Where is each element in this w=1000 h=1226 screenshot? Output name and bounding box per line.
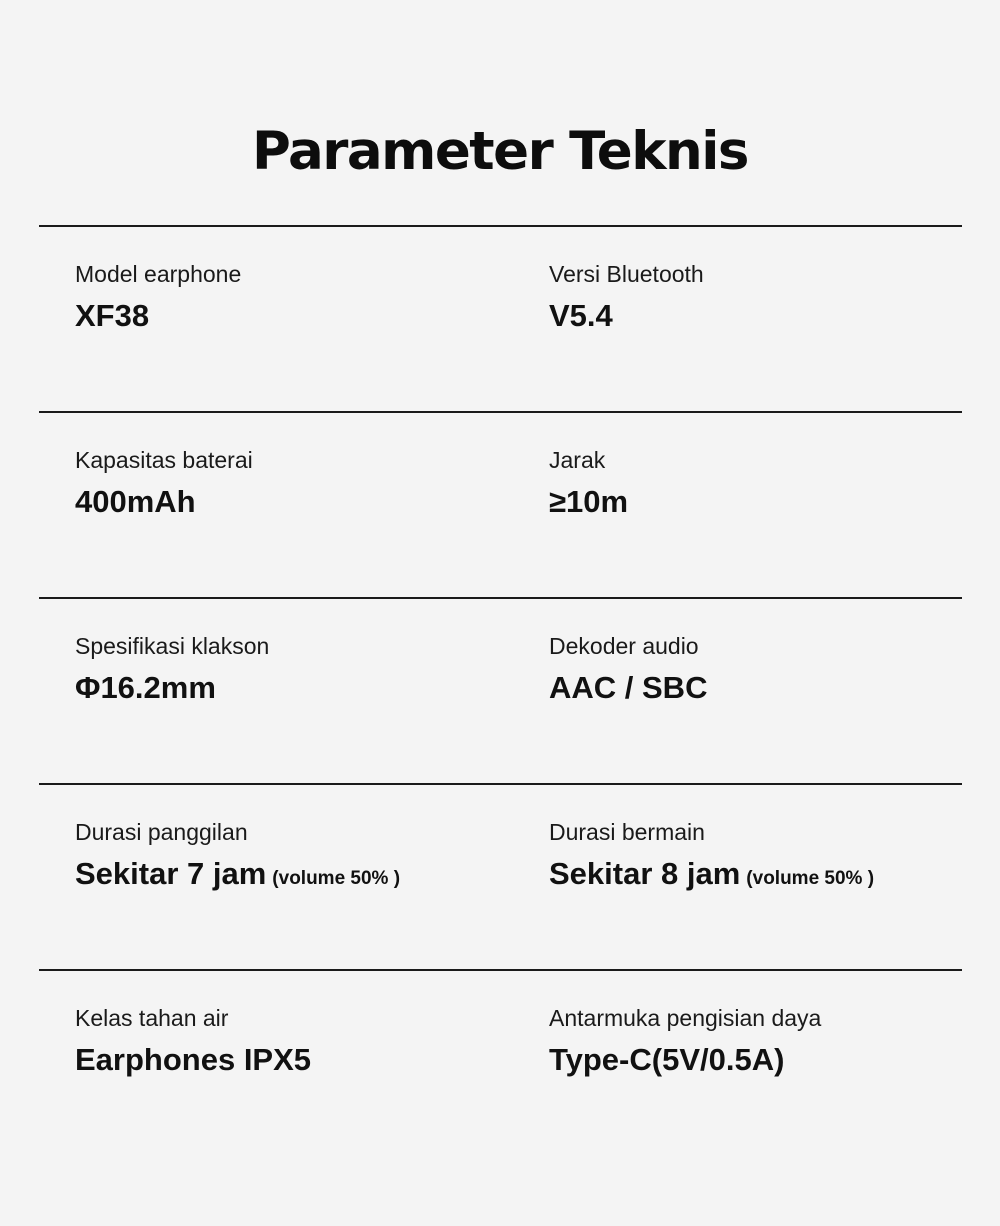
spec-value [75,1041,311,1079]
spec-value-note: (volume 50% ) [746,868,875,889]
spec-item-battery-capacity [75,445,253,521]
spec-value-text: ≥10m [549,484,629,519]
spec-label: Kapasitas baterai [75,447,253,473]
spec-value-text: XF38 [75,298,150,333]
page-title: Parameter Teknis [252,120,748,182]
spec-value [549,855,874,898]
spec-value [549,669,707,707]
spec-label: Antarmuka pengisian daya [549,1005,822,1031]
spec-label: Durasi bermain [549,819,705,845]
spec-value-text: Sekitar 8 jam [549,856,741,891]
spec-label: Spesifikasi klakson [75,633,270,659]
spec-value-text: Sekitar 7 jam [75,856,267,891]
spec-table [39,225,962,1155]
spec-item-charging-interface [549,1003,821,1079]
spec-item-model [75,259,241,335]
spec-value [75,855,400,898]
spec-value [549,483,628,521]
spec-value-text: 400mAh [75,484,196,519]
spec-row [39,597,962,783]
spec-label: Kelas tahan air [75,1005,229,1031]
spec-item-bluetooth-version [549,259,704,335]
spec-value-text: Type-C(5V/0.5A) [549,1042,785,1077]
spec-value [75,297,241,335]
spec-item-call-duration [75,817,400,898]
spec-value [75,483,253,521]
spec-value-text: AAC / SBC [549,670,708,705]
spec-label: Jarak [549,447,606,473]
spec-value-note: (volume 50% ) [272,868,401,889]
spec-item-range [549,445,628,521]
spec-item-speaker-spec [75,631,269,707]
spec-value-text: Φ16.2mm [75,670,216,705]
spec-row [39,225,962,411]
spec-item-audio-decoder [549,631,707,707]
spec-row [39,411,962,597]
spec-label: Durasi panggilan [75,819,248,845]
spec-label: Dekoder audio [549,633,699,659]
spec-item-waterproof-class [75,1003,311,1079]
spec-label: Versi Bluetooth [549,261,704,287]
spec-row [39,969,962,1155]
spec-value [549,1041,821,1079]
spec-item-play-duration [549,817,874,898]
spec-row [39,783,962,969]
spec-value-text: Earphones IPX5 [75,1042,312,1077]
spec-value [549,297,704,335]
spec-value [75,669,269,707]
spec-value-text: V5.4 [549,298,613,333]
spec-label: Model earphone [75,261,242,287]
